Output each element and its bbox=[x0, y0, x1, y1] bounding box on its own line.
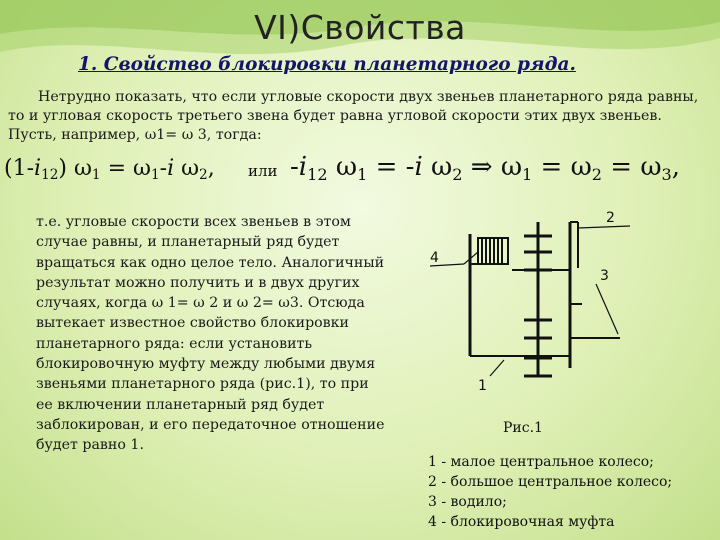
figure-caption: Рис.1 bbox=[503, 420, 543, 436]
diagram-label-2: 2 bbox=[606, 210, 615, 226]
legend-item: 4 - блокировочная муфта bbox=[428, 514, 615, 530]
legend-item: 3 - водило; bbox=[428, 494, 507, 510]
body-paragraph: т.е. угловые скорости всех звеньев в этом случае равны, и планетарный ряд будет вращаться как одно целое тело. Аналогичный результат можно получить и в двух других случаях, когда ω 1= ω 2 и ω 2= ω3. Отсюда вытекает известное свойство блокировки планетарного ряда: если установить блокировочную муфту между любыми двумя звеньями планетарного ряда (рис.1), то при ее включении планетарный ряд будет заблокирован, и его передаточное отношение будет равно 1. bbox=[36, 214, 385, 454]
slide-title: VI)Свойства bbox=[254, 8, 466, 47]
legend-item: 1 - малое центральное колесо; bbox=[428, 454, 654, 470]
formula-right: $-i_{12}$ $\omega_1 = -i$ $\omega_2$ ⇒ $\omega_1 = \omega_2 = \omega_3$, bbox=[290, 152, 681, 184]
formula-or-label: или bbox=[248, 162, 278, 180]
diagram-label-4: 4 bbox=[430, 250, 439, 266]
diagram-label-3: 3 bbox=[600, 268, 609, 284]
figure-legend bbox=[428, 452, 720, 532]
diagram-label-1: 1 bbox=[478, 378, 487, 394]
legend-item: 2 - большое центральное колесо; bbox=[428, 474, 673, 490]
planetary-gear-diagram bbox=[420, 208, 660, 408]
formula-left: $(1-i_{12}) \omega_1 = \omega_1-i$ $\omega_2$, bbox=[4, 156, 215, 184]
formula-row bbox=[4, 152, 716, 194]
intro-paragraph: Нетрудно показать, что если угловые скорости двух звеньев планетарного ряда равны, то и угловая скорость третьего звена будет равна угловой скорости этих двух звеньев. Пусть, например, ω1= ω 3, тогда: bbox=[8, 89, 699, 143]
section-subtitle: 1. Свойство блокировки планетарного ряда. bbox=[78, 54, 576, 75]
